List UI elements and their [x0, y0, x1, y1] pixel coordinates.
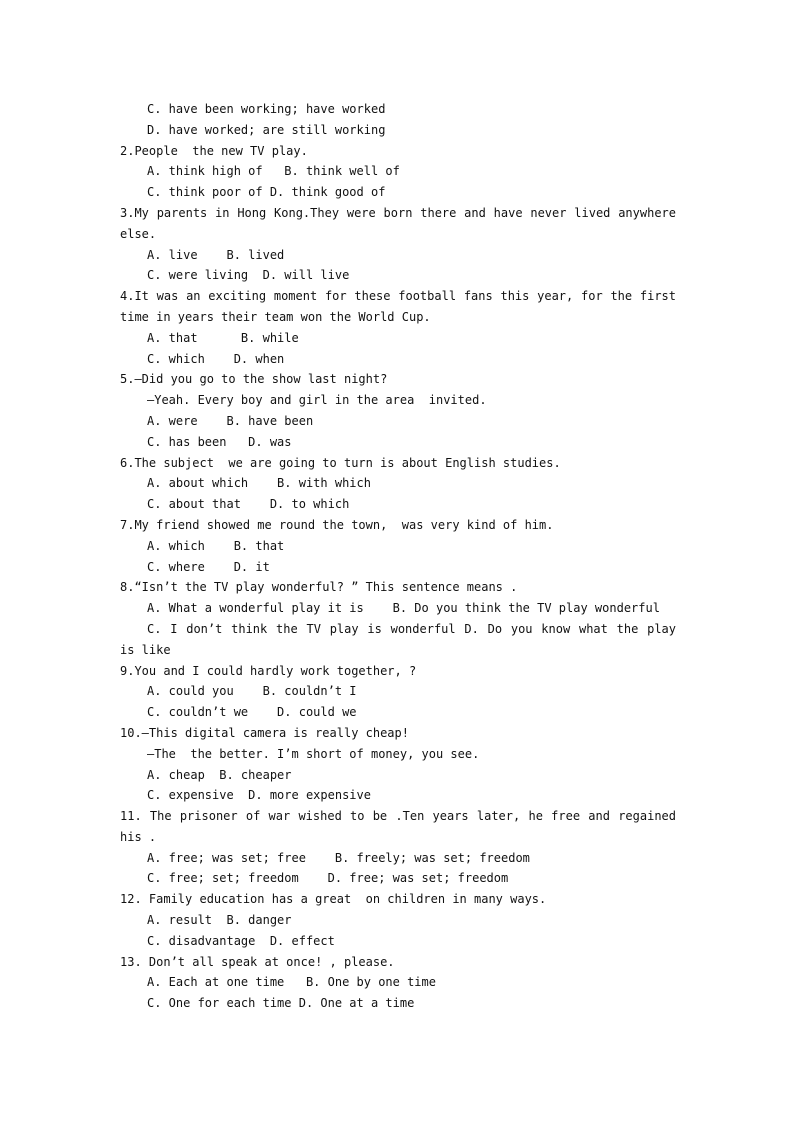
question-line: 8.“Isn’t the TV play wonderful? ” This sentence means . [120, 580, 518, 595]
dialogue-line: —Yeah. Every boy and girl in the area invited. [147, 393, 487, 408]
option-line: C. about that D. to which [147, 497, 350, 512]
question-line: 7.My friend showed me round the town, was very kind of him. [120, 517, 554, 532]
option-line: A. What a wonderful play it is B. Do you think the TV play wonderful [147, 601, 660, 616]
option-line: C. has been D. was [147, 434, 292, 449]
option-line: A. could you B. couldn’t I [147, 684, 357, 699]
option-line: A. cheap B. cheaper [147, 767, 292, 782]
question-line-continued: time in years their team won the World Cup. [120, 309, 431, 324]
dialogue-line: —The the better. I’m short of money, you see. [147, 746, 480, 761]
option-line: C. disadvantage D. effect [147, 933, 335, 948]
option-line: D. have worked; are still working [147, 122, 386, 137]
option-line: C. think poor of D. think good of [147, 185, 386, 200]
option-line: A. result B. danger [147, 913, 292, 928]
option-line: A. think high of B. think well of [147, 164, 400, 179]
question-line: 5.—Did you go to the show last night? [120, 372, 388, 387]
question-line: 3.My parents in Hong Kong.They were born there and have never lived anywhere [120, 205, 676, 220]
question-line: 13. Don’t all speak at once! , please. [120, 954, 395, 969]
question-line: 4.It was an exciting moment for these football fans this year, for the first [120, 289, 676, 304]
option-line: C. I don’t think the TV play is wonderful D. Do you know what the play [147, 621, 676, 636]
option-line: C. were living D. will live [147, 268, 350, 283]
option-line: A. were B. have been [147, 413, 314, 428]
question-line: 10.—This digital camera is really cheap! [120, 725, 409, 740]
exercise-content [120, 99, 676, 1014]
option-line: A. live B. lived [147, 247, 285, 262]
question-line: 2.People the new TV play. [120, 143, 308, 158]
option-line: A. which B. that [147, 538, 285, 553]
question-line-continued: else. [120, 226, 157, 241]
option-line-continued: is like [120, 642, 171, 657]
question-line-continued: his . [120, 829, 157, 844]
option-line: C. free; set; freedom D. free; was set; freedom [147, 871, 509, 886]
option-line: A. Each at one time B. One by one time [147, 975, 436, 990]
option-line: C. have been working; have worked [147, 102, 386, 116]
question-line: 6.The subject we are going to turn is about English studies. [120, 455, 561, 470]
question-line: 12. Family education has a great on children in many ways. [120, 892, 547, 907]
option-line: A. about which B. with which [147, 476, 371, 491]
question-line: 9.You and I could hardly work together, ? [120, 663, 417, 678]
question-line: 11. The prisoner of war wished to be .Ten years later, he free and regained [120, 809, 676, 824]
option-line: C. where D. it [147, 559, 270, 574]
option-line: C. expensive D. more expensive [147, 788, 371, 803]
option-line: A. that B. while [147, 330, 299, 345]
option-line: A. free; was set; free B. freely; was set; freedom [147, 850, 530, 865]
option-line: C. couldn’t we D. could we [147, 705, 357, 720]
option-line: C. One for each time D. One at a time [147, 996, 415, 1011]
option-line: C. which D. when [147, 351, 285, 366]
